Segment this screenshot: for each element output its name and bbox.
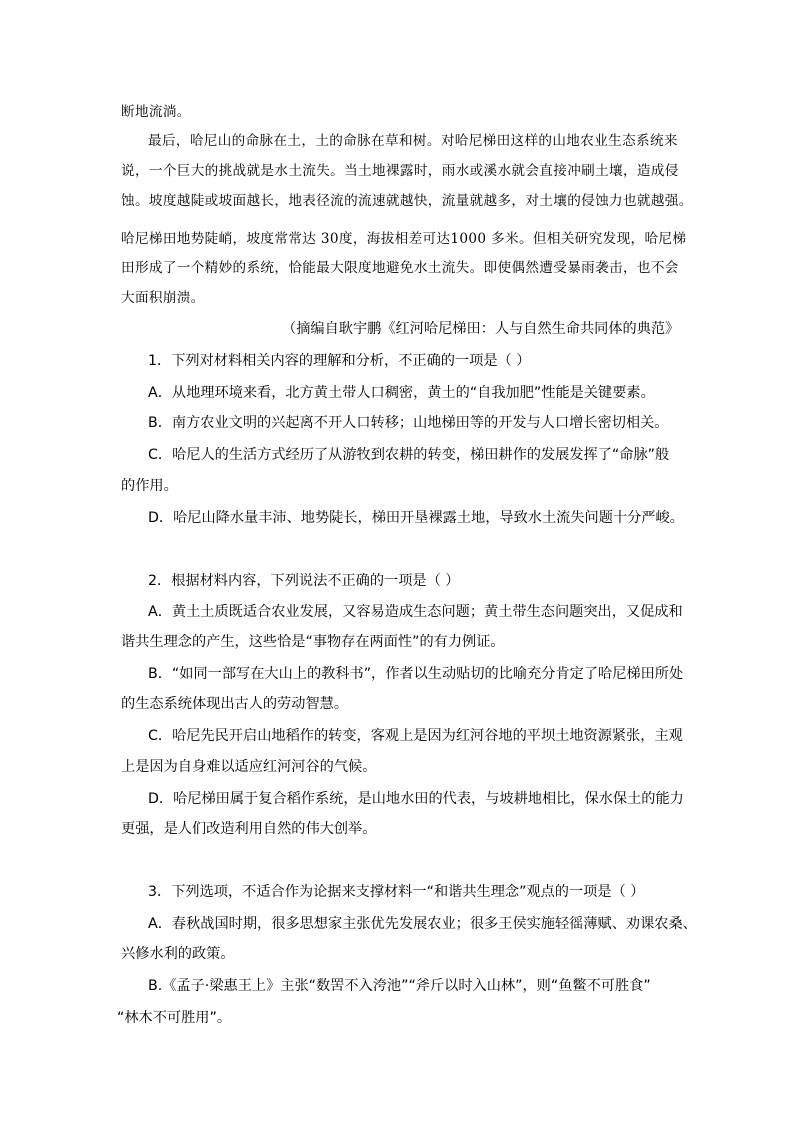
question-3-option-a: A．春秋战国时期，很多思想家主张优先发展农业；很多王侯实施轻徭薄赋、劝课农桑、	[148, 916, 697, 932]
question-2-option-b-cont: 的生态系统体现出古人的劳动智慧。	[121, 696, 349, 712]
question-1-option-c-cont: 的作用。	[121, 478, 178, 494]
question-1-option-d: D．哈尼山降水量丰沛、地势陡长，梯田开垦裸露土地，导致水土流失问题十分严峻。	[148, 510, 684, 526]
passage-line: 断地流淌。	[121, 104, 191, 120]
passage-line: 最后，哈尼山的命脉在土，土的命脉在草和树。对哈尼梯田这样的山地农业生态系统来	[148, 133, 678, 149]
question-2-option-a-cont: 谐共生理念的产生，这些恰是“事物存在两面性”的有力例证。	[121, 634, 505, 650]
question-3-option-b: B.《孟子·梁惠王上》主张“数罟不入洿池”“斧斤以时入山林”，则“鱼鳖不可胜食”	[148, 978, 651, 994]
question-2-option-a: A．黄土土质既适合农业发展，又容易造成生态问题；黄土带生态问题突出，又促成和	[148, 604, 683, 620]
question-2-stem: 2．根据材料内容，下列说法不正确的一项是（ ）	[148, 573, 460, 589]
question-1-option-a: A．从地理环境来看，北方黄土带人口稠密，黄土的“自我加肥”性能是关键要素。	[148, 385, 655, 401]
passage-line: 田形成了一个精妙的系统，恰能最大限度地避免水土流失。即使偶然遭受暴雨袭击，也不会	[121, 260, 679, 276]
source-citation: （摘编自耿宇鹏《红河哈尼梯田：人与自然生命共同体的典范》	[282, 321, 680, 337]
question-2-option-d-cont: 更强，是人们改造利用自然的伟大创举。	[121, 821, 377, 837]
question-2-option-d: D．哈尼梯田属于复合稻作系统，是山地水田的代表，与坡耕地相比，保水保土的能力	[148, 791, 684, 807]
question-1-stem: 1．下列对材料相关内容的理解和分析，不正确的一项是（ ）	[148, 353, 531, 369]
passage-line: 蚀。坡度越陡或坡面越长，地表径流的流速就越快，流量就越多，对土壤的侵蚀力也就越强。	[121, 193, 693, 209]
question-3-stem: 3．下列选项，不适合作为论据来支撑材料一“和谐共生理念”观点的一项是（ ）	[148, 884, 645, 900]
question-3-option-b-cont: “林木不可胜用”。	[117, 1010, 232, 1026]
passage-line: 哈尼梯田地势陡峭，坡度常常达 30度，海拔相差可达1000 多米。但相关研究发现，哈尼梯	[121, 231, 687, 247]
question-3-option-a-cont: 兴修水利的政策。	[121, 946, 235, 962]
passage-line: 说，一个巨大的挑战就是水土流失。当土地裸露时，雨水或溪水就会直接冲刷土壤，造成侵	[121, 163, 679, 179]
question-2-option-c: C．哈尼先民开启山地稻作的转变，客观上是因为红河谷地的平坝土地资源紧张，主观	[148, 728, 683, 744]
question-1-option-b: B．南方农业文明的兴起离不开人口转移；山地梯田等的开发与人口增长密切相关。	[148, 415, 669, 431]
question-2-option-b: B．“如同一部写在大山上的教科书”，作者以生动贴切的比喻充分肯定了哈尼梯田所处	[148, 666, 684, 682]
question-2-option-c-cont: 上是因为自身难以适应红河河谷的气候。	[121, 759, 377, 775]
question-1-option-c: C．哈尼人的生活方式经历了从游牧到农耕的转变，梯田耕作的发展发挥了“命脉”般	[148, 447, 670, 463]
passage-line: 大面积崩溃。	[121, 290, 205, 306]
